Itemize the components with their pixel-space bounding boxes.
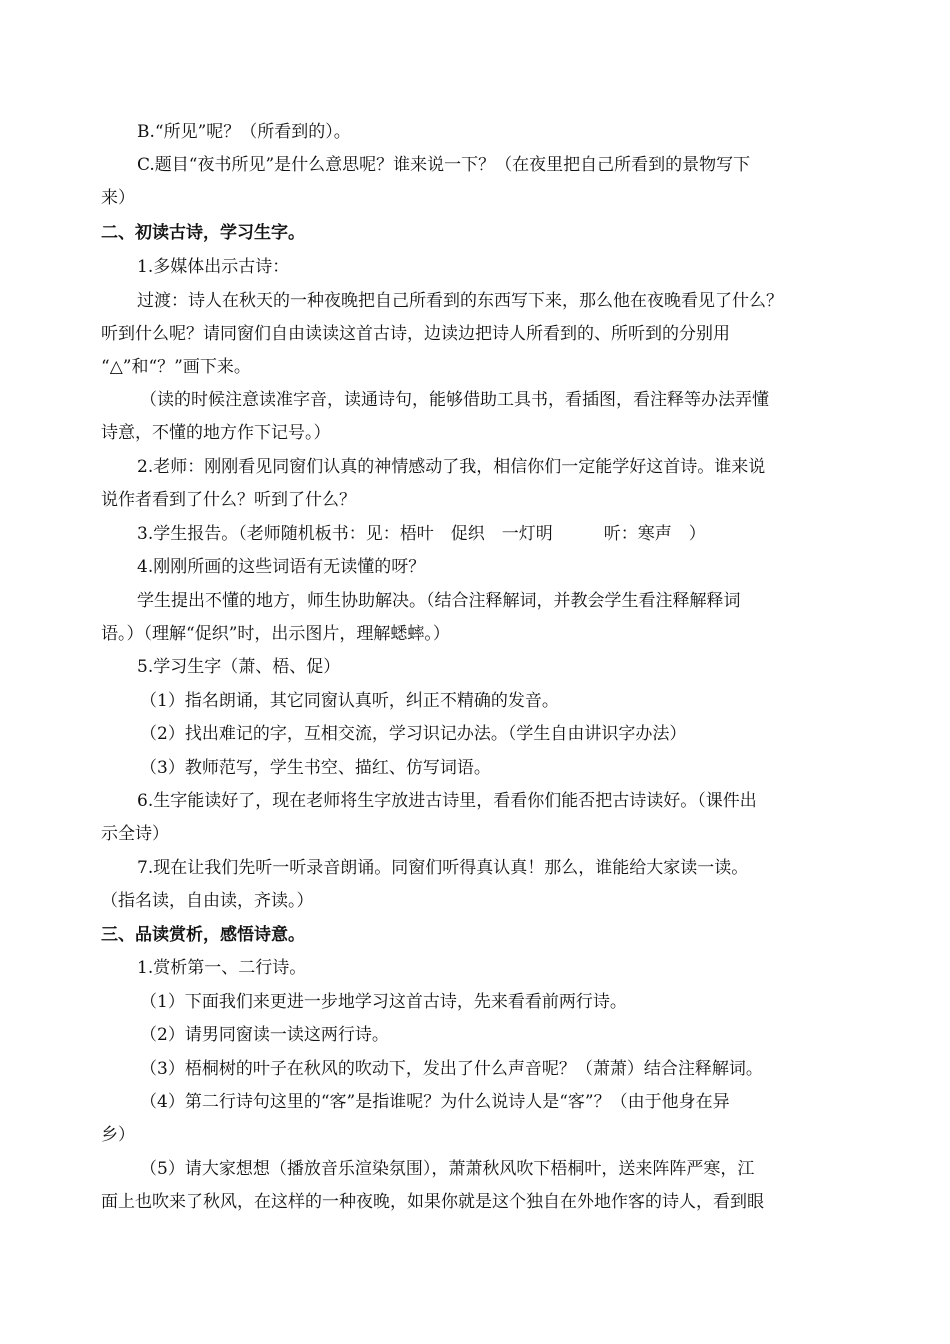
text-line: 乡） (101, 1125, 135, 1145)
text-line: C.题目“夜书所见”是什么意思呢？谁来说一下？（在夜里把自己所看到的景物写下 (137, 155, 751, 175)
text-line: （4）第二行诗句这里的“客”是指谁呢？为什么说诗人是“客”？（由于他身在异 (140, 1092, 730, 1112)
text-line: 7.现在让我们先听一听录音朗诵。同窗们听得真认真！那么，谁能给大家读一读。 (137, 858, 749, 878)
text-line: 说作者看到了什么？听到了什么？ (101, 490, 356, 510)
text-line: （指名读，自由读，齐读。） (101, 891, 314, 911)
text-line: 语。）（理解“促织”时，出示图片，理解蟋蟀。） (101, 624, 450, 644)
section-heading: 三、品读赏析，感悟诗意。 (101, 925, 305, 945)
text-line: B.“所见”呢？（所看到的）。 (137, 122, 351, 142)
text-line: 2.老师：刚刚看见同窗们认真的神情感动了我，相信你们一定能学好这首诗。谁来说 (137, 457, 766, 477)
text-line: （2）请男同窗读一读这两行诗。 (140, 1025, 389, 1045)
text-line: （读的时候注意读准字音，读通诗句，能够借助工具书，看插图，看注释等办法弄懂 (140, 390, 769, 410)
text-line: （1）指名朗诵，其它同窗认真听，纠正不精确的发音。 (140, 691, 559, 711)
text-line: 5.学习生字（萧、梧、促） (137, 657, 341, 677)
text-line: 1.赏析第一、二行诗。 (137, 958, 307, 978)
text-line: 6.生字能读好了，现在老师将生字放进古诗里，看看你们能否把古诗读好。（课件出 (137, 791, 757, 811)
text-line: 来） (101, 188, 135, 208)
text-line: 过渡：诗人在秋天的一种夜晚把自己所看到的东西写下来，那么他在夜晚看见了什么？ (137, 291, 783, 311)
text-line: （3）梧桐树的叶子在秋风的吹动下，发出了什么声音呢？（萧萧）结合注释解词。 (140, 1059, 763, 1079)
text-line: 面上也吹来了秋风，在这样的一种夜晚，如果你就是这个独自在外地作客的诗人，看到眼 (101, 1192, 764, 1212)
section-heading: 二、初读古诗，学习生字。 (101, 223, 305, 243)
text-line: （3）教师范写，学生书空、描红、仿写词语。 (140, 758, 491, 778)
text-line: “△”和“？”画下来。 (101, 357, 251, 377)
text-line: 听到什么呢？请同窗们自由读读这首古诗，边读边把诗人所看到的、所听到的分别用 (101, 324, 730, 344)
text-line: （1）下面我们来更进一步地学习这首古诗，先来看看前两行诗。 (140, 992, 627, 1012)
text-line: 1.多媒体出示古诗： (137, 257, 290, 277)
text-line: 4.刚刚所画的这些词语有无读懂的呀？ (137, 557, 426, 577)
text-line: （5）请大家想想（播放音乐渲染氛围），萧萧秋风吹下梧桐叶，送来阵阵严寒，江 (140, 1159, 755, 1179)
text-line: 示全诗） (101, 824, 169, 844)
text-line: 3.学生报告。（老师随机板书：见：梧叶 促织 一灯明 听：寒声 ） (137, 524, 706, 544)
text-line: （2）找出难记的字，互相交流，学习识记办法。（学生自由讲识字办法） (140, 724, 687, 744)
text-line: 学生提出不懂的地方，师生协助解决。（结合注释解词，并教会学生看注释解释词 (137, 591, 741, 611)
text-line: 诗意，不懂的地方作下记号。） (101, 423, 331, 443)
